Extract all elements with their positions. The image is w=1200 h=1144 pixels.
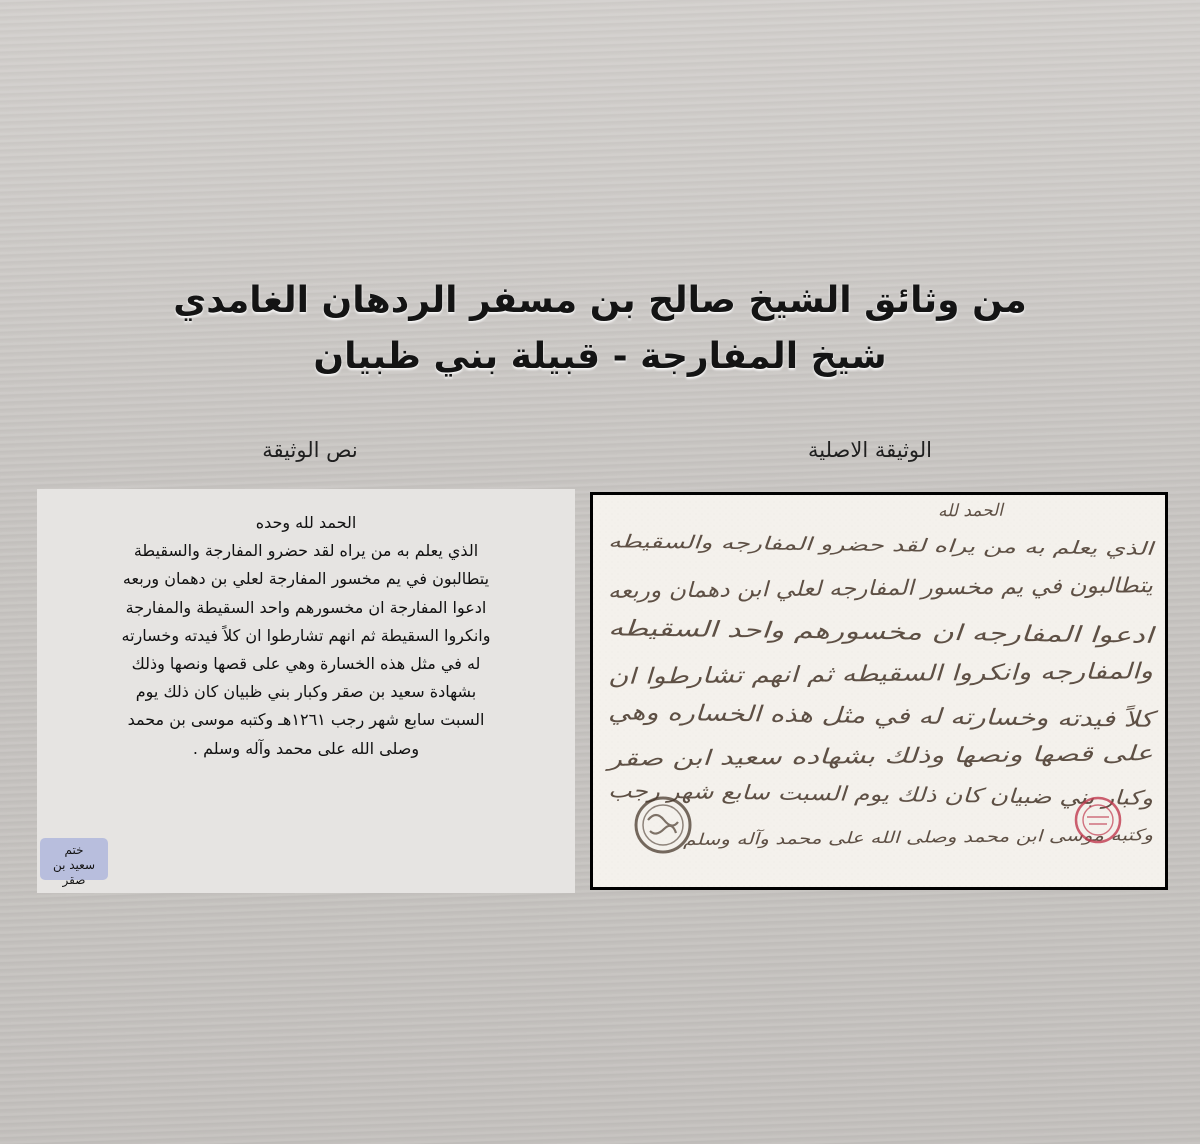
page-title-line-2: شيخ المفارجة - قبيلة بني ظبيان xyxy=(313,336,887,377)
manuscript-line: الذي يعلم به من يراه لقد حضرو المفارجه والسقيطه xyxy=(607,531,996,558)
transcript-line: له في مثل هذه الخسارة وهي على قصها ونصها وذلك xyxy=(131,654,481,674)
transcript-line: وانكروا السقيطة ثم انهم تشارطوا ان كلاً فيدته وخسارته xyxy=(121,625,491,645)
transcript-line: ادعوا المفارجة ان مخسورهم واحد السقيطة والمفارجة xyxy=(125,597,487,617)
manuscript-scan xyxy=(593,495,1165,887)
manuscript-line: على قصها ونصها وذلك بشهاده سعيد ابن صقر xyxy=(607,742,1004,771)
transcript-panel xyxy=(37,489,575,893)
transcript-text xyxy=(37,509,575,763)
transcript-caption: نص الوثيقة xyxy=(262,438,358,462)
transcript-line: الحمد لله وحده xyxy=(255,513,357,532)
transcript-line: السبت سابع شهر رجب ١٢٦١هـ وكتبه موسى بن محمد xyxy=(127,710,485,730)
seal-label-badge xyxy=(40,838,108,887)
original-document-caption: الوثيقة الاصلية xyxy=(807,438,932,462)
manuscript-line: وكتبه موسى ابن محمد وصلى الله على محمد وآله وسلم xyxy=(682,826,1055,850)
manuscript-line: يتطالبون في يم مخسور المفارجه لعلي ابن دهمان وربعه xyxy=(607,573,1095,603)
manuscript-line: والمفارجه وانكروا السقيطه ثم انهم تشارطوا ان xyxy=(607,660,1043,690)
manuscript-line: وكبار بني ضبيان كان ذلك يوم السبت سابع شهر رجب xyxy=(607,778,1048,809)
transcript-line: يتطالبون في يم مخسور المفارجة لعلي بن دهمان وربعه xyxy=(122,569,490,589)
transcript-line: وصلى الله على محمد وآله وسلم . xyxy=(192,738,420,758)
original-document-image xyxy=(590,492,1168,890)
page-title-line-1: من وثائق الشيخ صالح بن مسفر الردهان الغامدي xyxy=(173,280,1027,321)
manuscript-line: كلاً فيدته وخسارته له في مثل هذه الخساره وهي xyxy=(607,700,1047,732)
manuscript-handwriting xyxy=(604,501,1159,849)
manuscript-line: الحمد لله xyxy=(937,500,1004,522)
seal-label-name: سعيد بن صقر xyxy=(52,858,96,887)
transcript-line: الذي يعلم به من يراه لقد حضرو المفارجة والسقيطة xyxy=(133,541,479,561)
seal-label-title: ختم xyxy=(64,843,84,857)
transcript-line: بشهادة سعيد بن صقر وكبار بني ظبيان كان ذلك يوم xyxy=(135,682,477,702)
manuscript-line: ادعوا المفارجه ان مخسورهم واحد السقيطه xyxy=(607,616,1008,647)
